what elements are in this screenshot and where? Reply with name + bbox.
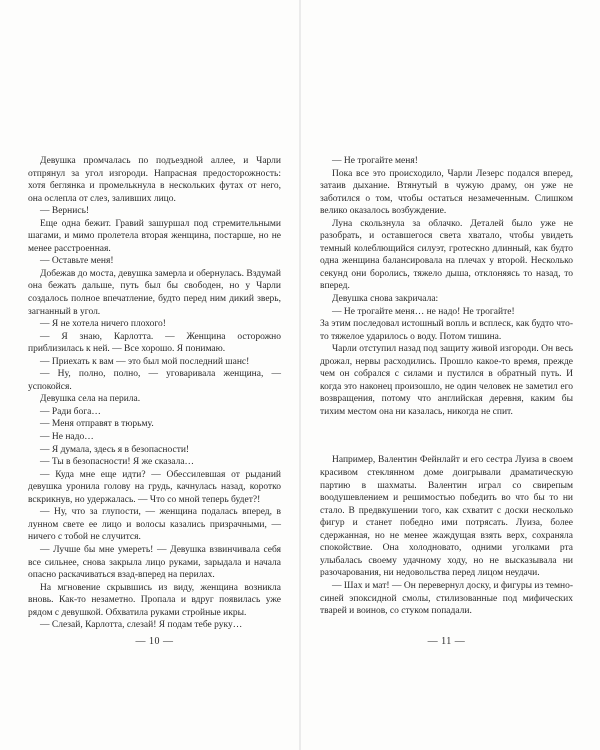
paragraph: — Ну, что за глупости, — женщина подалась вперед, в лунном свете ее лицо и волосы казались призрачными, — ничего с тобой не случится. <box>28 507 281 543</box>
page-number-right: — 11 — <box>427 636 466 647</box>
paragraph: Пока все это происходило, Чарли Лезерс подался вперед, затаив дыхание. Втянутый в чужую драму, он уже не заботился о том, чтобы остаться незамеченным. Слишком велико оказалось возбуждение. <box>320 168 573 217</box>
paragraph: — Оставьте меня! <box>40 256 114 267</box>
paragraph: — Меня отправят в тюрьму. <box>40 419 154 430</box>
paragraph: — Не трогайте меня… не надо! Не трогайте! <box>332 306 515 317</box>
paragraph: Луна скользнула за облачко. Деталей было уже не разобрать, и оставшегося света хватало, чтобы увидеть темный колеблющийся силуэт, гротескно длинный, как будто одна женщина балансировала на плечах у второй. Несколько секунд они боролись, тяжело дыша, отклоняясь то назад, то вперед. <box>320 218 573 292</box>
paragraph: — Вернись! <box>40 206 90 217</box>
paragraph: — Куда мне еще идти? — Обессилевшая от рыданий девушка уронила голову на грудь, качнулась назад, коротко вскрикнув, но удержалась. — Что со мной теперь будет?! <box>28 469 281 505</box>
left-page <box>28 155 281 632</box>
paragraph: — Ну, полно, полно, — уговаривала женщина, — успокойся. <box>28 369 281 392</box>
paragraph: Еще одна бежит. Гравий зашуршал под стремительными шагами, и мимо пролетела вторая женщина, постарше, но не менее расстроенная. <box>28 218 281 254</box>
paragraph: — Ты в безопасности! Я же сказала… <box>40 457 195 468</box>
paragraph: — Ради бога… <box>40 406 101 417</box>
paragraph: — Приехать к вам — это был мой последний шанс! <box>40 356 250 367</box>
paragraph: Например, Валентин Фейнлайт и его сестра Луиза в своем красивом стеклянном доме доигрывали драматическую партию в шахматы. Валентин играл со свирепым воодушевлением и решимостью победить во что бы то ни стало. В предвкушении того, как схватит с доски несколько фигур и станет победно ими потрясать. Луиза, более сдержанная, но не менее жаждущая взять верх, сохраняла спокойствие. Она холодновато, одними уголками рта улыбалась своему удачному ходу, но не высказывала ни разочарования, ни недовольства перед лицом неудачи. <box>320 455 573 579</box>
paragraph: — Шах и мат! — Он перевернул доску, и фигуры из темно-синей эпоксидной смолы, стилизованные под мифических тварей и воинов, со стуком попадали. <box>320 580 573 617</box>
paragraph: — Я думала, здесь я в безопасности! <box>40 444 190 455</box>
paragraph: Добежав до моста, девушка замерла и обернулась. Вздумай она бежать дальше, путь был бы свободен, но у Чарли создалось полное впечатление, будто перед ним дикий зверь, загнанный в угол. <box>28 268 281 317</box>
paragraph: Девушка снова закричала: <box>332 294 439 305</box>
paragraph: — Слезай, Карлотта, слезай! Я подам тебе руку… <box>40 620 243 631</box>
paragraph: — Я не хотела ничего плохого! <box>40 319 166 330</box>
section-break <box>320 418 573 454</box>
paragraph: — Не трогайте меня! <box>332 156 418 166</box>
right-page <box>320 155 573 618</box>
paragraph: За этим последовал истошный вопль и всплеск, как будто что-то тяжелое ударилось о воду. Потом тишина. <box>320 319 573 342</box>
paragraph: — Я знаю, Карлотта. — Женщина осторожно приблизилась к ней. — Все хорошо. Я понимаю. <box>28 331 281 355</box>
book-gutter <box>299 0 301 750</box>
paragraph: — Не надо… <box>40 432 94 443</box>
paragraph: — Лучше бы мне умереть! — Девушка взвинчивала себя все сильнее, снова закрыла лицо руками, зарыдала и начала опасно раскачиваться взад-вперед на перилах. <box>28 544 281 581</box>
paragraph: На мгновение скрывшись из виду, женщина возникла вновь. Как-то незаметно. Пропала и вдруг появилась уже рядом с девушкой. Обхватила руками стройные икры. <box>28 582 281 618</box>
paragraph: Чарли отступил назад под защиту живой изгороди. Он весь дрожал, нервы расходились. Прошло какое-то время, прежде чем он собрался с силами и пустился в обратный путь. И когда это наконец произошло, не один человек не заметил его возвращения, потому что английская деревня, каким бы тихим местом она ни казалась, никогда не спит. <box>320 344 573 417</box>
paragraph: Девушка промчалась по подъездной аллее, и Чарли отпрянул за угол изгороди. Напрасная предосторожность: хотя беглянка и промелькнула в нескольких футах от него, она ослепла от слез, заливших лицо. <box>28 156 281 204</box>
paragraph: Девушка села на перила. <box>40 394 141 405</box>
page-number-left: — 10 — <box>135 636 174 647</box>
